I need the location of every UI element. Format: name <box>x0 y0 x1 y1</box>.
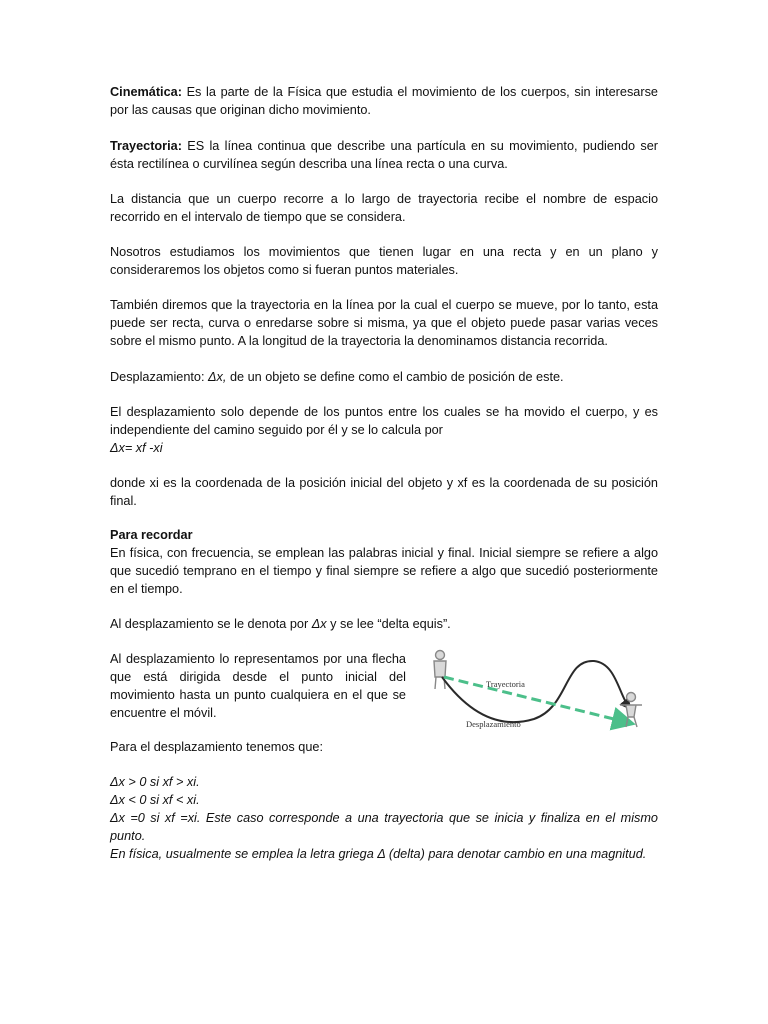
term-cinematica: Cinemática: <box>110 85 182 99</box>
desplazamiento-depende-text: El desplazamiento solo depende de los puntos entre los cuales se ha movido el cuerpo, y es independiente del camino seguido por él y se lo calcula por <box>110 405 658 437</box>
delta-x-symbol: Δx, <box>208 370 227 384</box>
paragraph-trayectoria-tipos: También diremos que la trayectoria en la línea por la cual el cuerpo se mueve, por lo tanto, esta puede ser recta, curva o enredarse sobre si misma, ya que el objeto puede pasar varias veces sobre el mismo punto. A la longitud de la trayectoria la denominamos distancia recorrida. <box>110 298 658 348</box>
paragraph-cinematica <box>110 83 658 119</box>
definition-cinematica: Es la parte de la Física que estudia el movimiento de los cuerpos, sin interesarse por las causas que originan dicho movimiento. <box>110 85 658 117</box>
delta-note: En física, usualmente se emplea la letra griega Δ (delta) para denotar cambio en una magnitud. <box>110 847 647 861</box>
paragraph-desplazamiento-def <box>110 368 658 386</box>
paragraph-para-desplazamiento: Para el desplazamiento tenemos que: <box>110 740 323 754</box>
case-zero: Δx =0 si xf =xi. Este caso corresponde a una trayectoria que se inicia y finaliza en el mismo punto. <box>110 811 658 843</box>
displacement-figure <box>424 647 658 733</box>
paragraph-trayectoria <box>110 137 658 173</box>
start-person-icon <box>434 651 446 690</box>
paragraph-delta-equis <box>110 615 658 633</box>
paragraph-distancia: La distancia que un cuerpo recorre a lo largo de trayectoria recibe el nombre de espacio recorrido en el intervalo de tiempo que se considera. <box>110 192 658 224</box>
heading-para-recordar: Para recordar <box>110 528 193 542</box>
term-trayectoria: Trayectoria: <box>110 139 182 153</box>
paragraph-flecha: Al desplazamiento lo representamos por una flecha que está dirigida desde el punto inicial del movimiento hasta un punto cualquiera en el que se encuentre el móvil. <box>110 652 406 720</box>
displacement-diagram <box>424 647 658 733</box>
case-negative: Δx < 0 si xf < xi. <box>110 793 200 807</box>
trajectory-curve <box>442 661 629 722</box>
displacement-arrow <box>444 677 630 723</box>
paragraph-coordenadas: donde xi es la coordenada de la posición inicial del objeto y xf es la coordenada de su posición final. <box>110 476 658 508</box>
desplazamiento-label: Desplazamiento <box>466 719 521 729</box>
delta-equis-before: Al desplazamiento se le denota por <box>110 617 312 631</box>
paragraph-desplazamiento-depende <box>110 403 658 457</box>
definition-trayectoria: ES la línea continua que describe una partícula en su movimiento, pudiendo ser ésta rectilínea o curvilínea según describa una línea recta o una curva. <box>110 139 658 171</box>
case-positive: Δx > 0 si xf > xi. <box>110 775 200 789</box>
trayectoria-label: Trayectoria <box>486 679 525 689</box>
paragraph-para-recordar <box>110 526 658 598</box>
desplazamiento-definition: de un objeto se define como el cambio de posición de este. <box>226 370 564 384</box>
term-desplazamiento: Desplazamiento: <box>110 370 209 384</box>
para-recordar-text: En física, con frecuencia, se emplean las palabras inicial y final. Inicial siempre se refiere a algo que sucedió temprano en el tiempo y final siempre se refiere a algo que sucedió posteriormente en el tiempo. <box>110 546 658 596</box>
delta-equis-after: y se lee “delta equis”. <box>326 617 451 631</box>
cases-list <box>110 773 658 863</box>
delta-x-symbol-2: Δx <box>311 617 327 631</box>
paragraph-movimientos: Nosotros estudiamos los movimientos que tienen lugar en una recta y en un plano y consideraremos los objetos como si fueran puntos materiales. <box>110 245 658 277</box>
displacement-formula: Δx= xf -xi <box>110 441 163 455</box>
